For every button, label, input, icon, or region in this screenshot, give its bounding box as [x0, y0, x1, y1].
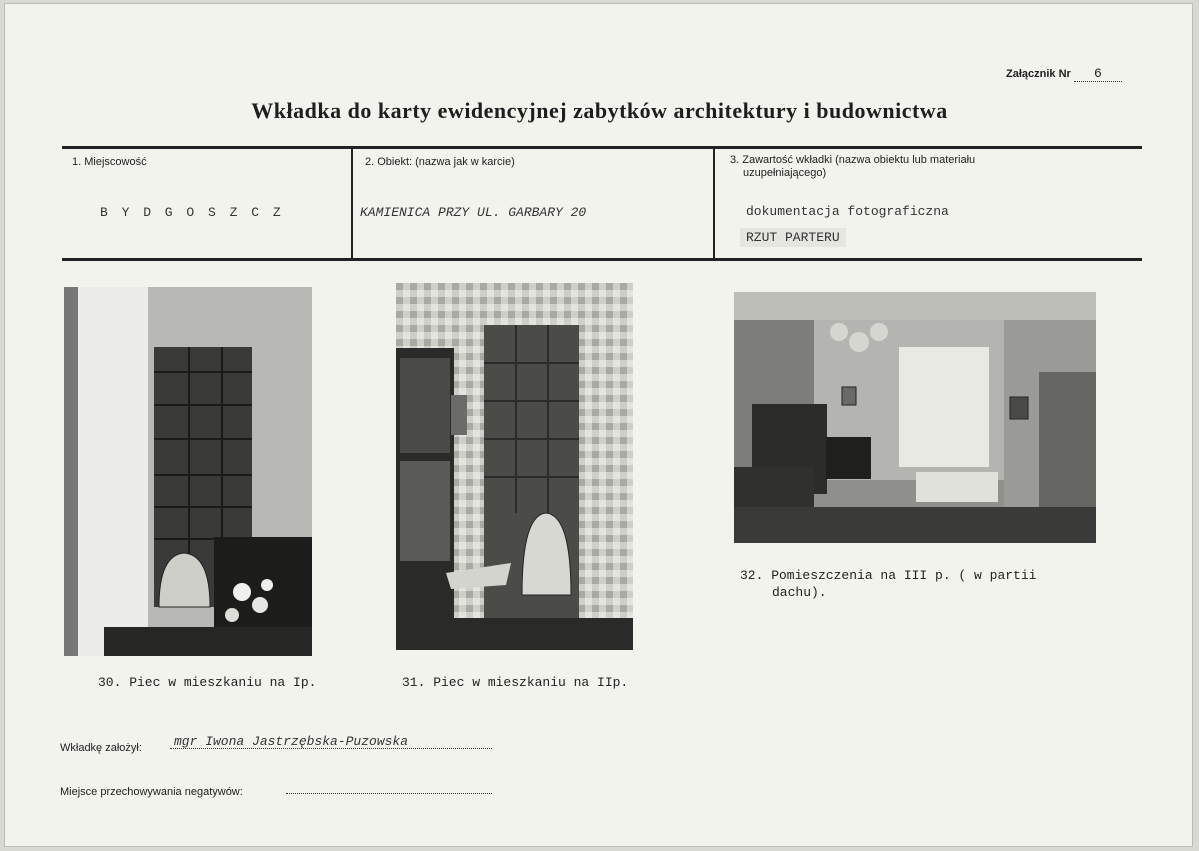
photo-31-tile-stove	[396, 283, 633, 650]
object-label: 2. Obiekt: (nazwa jak w karcie)	[365, 156, 515, 168]
photo-32-caption-line2: dachu).	[772, 585, 827, 600]
form-divider-1	[351, 147, 353, 259]
page-title: Wkładka do karty ewidencyjnej zabytków architektury i budownictwa	[251, 98, 948, 123]
photo-31-caption: 31. Piec w mieszkaniu na IIp.	[402, 675, 629, 690]
photo-30-tile-stove	[64, 287, 312, 656]
photo-32-room	[734, 292, 1096, 543]
negatives-location-label: Miejsce przechowywania negatywów:	[60, 786, 243, 798]
form-top-rule	[62, 146, 1142, 149]
contents-label-line1: 3. Zawartość wkładki (nazwa obiektu lub materiału	[730, 154, 976, 166]
annex-number: Załącznik Nr 6	[1006, 66, 1122, 82]
prepared-by-value: mgr Iwona Jastrzębska-Puzowska	[174, 734, 409, 749]
contents-value-line2: RZUT PARTERU	[740, 228, 846, 247]
contents-value-line1: dokumentacja fotograficzna	[746, 204, 949, 219]
annex-number-value: 6	[1074, 66, 1122, 82]
negatives-location-dotted-line	[286, 793, 492, 794]
photo-30-caption: 30. Piec w mieszkaniu na Ip.	[98, 675, 317, 690]
form-divider-2	[713, 147, 715, 259]
object-value: KAMIENICA PRZY UL. GARBARY 20	[360, 205, 587, 220]
locality-label: 1. Miejscowość	[72, 156, 147, 168]
photo-32-caption-line1: 32. Pomieszczenia na III p. ( w partii	[740, 568, 1037, 583]
locality-value: B Y D G O S Z C Z	[100, 205, 284, 220]
prepared-by-label: Wkładkę założył:	[60, 742, 142, 754]
prepared-by-dotted-line	[170, 748, 492, 749]
contents-label-line2: uzupełniającego)	[743, 167, 827, 179]
form-bottom-rule	[62, 258, 1142, 261]
